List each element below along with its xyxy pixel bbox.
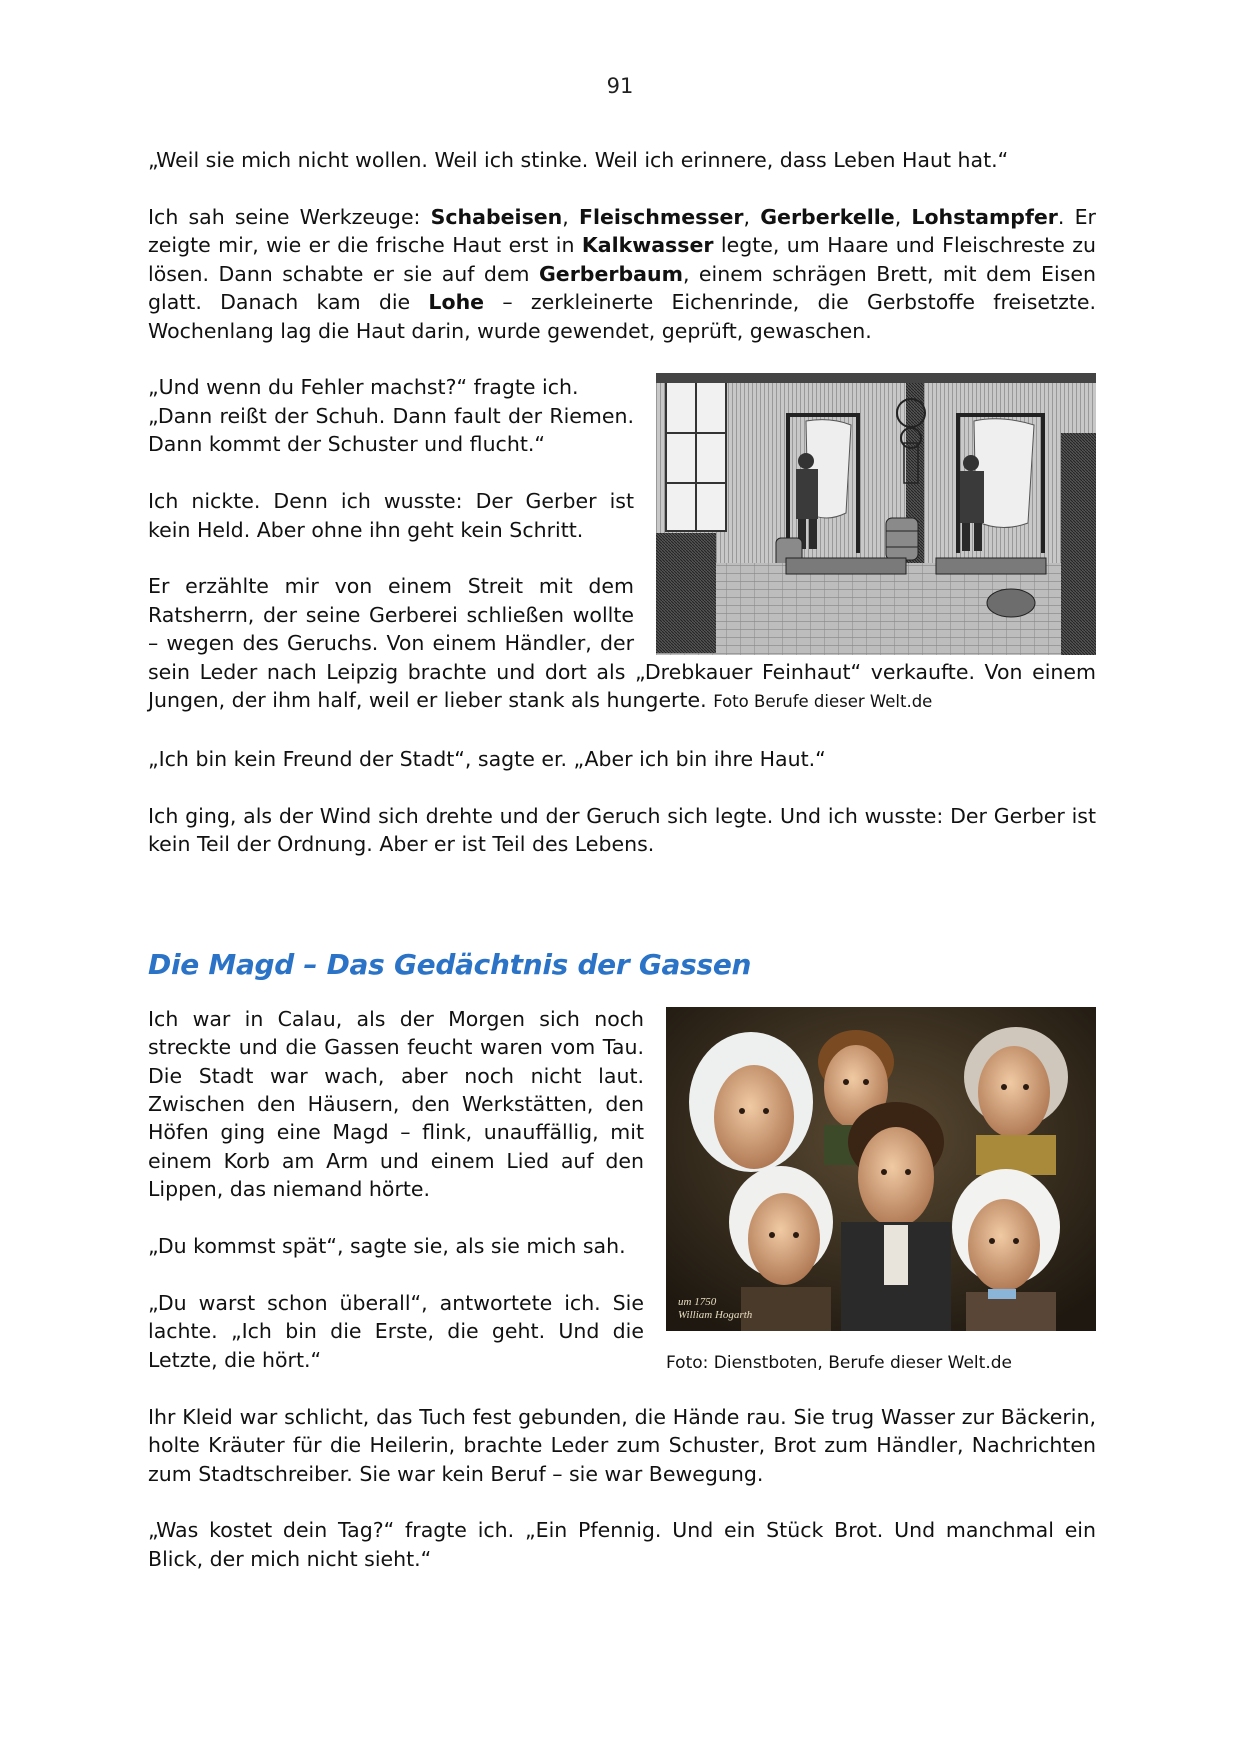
- term-schabeisen: Schabeisen: [430, 204, 563, 229]
- dialog-paragraph-a: „Und wenn du Fehler machst?“ fragte ich.: [148, 375, 579, 400]
- tannery-engraving-image: [656, 373, 1096, 655]
- tannery-engraving-figure: [656, 373, 1096, 655]
- everywhere-paragraph: „Du warst schon überall“, antwortete ich. Sie lachte. „Ich bin die Erste, die geht. Und die Letzte, die hört.“: [148, 1290, 644, 1372]
- term-kalkwasser: Kalkwasser: [581, 233, 714, 258]
- closing-paragraph: Ich ging, als der Wind sich drehte und der Geruch sich legte. Und ich wusste: Der Gerber ist kein Teil der Ordnung. Aber er ist Teil des Lebens.: [148, 803, 1096, 857]
- dialog-paragraph-b: „Dann reißt der Schuh. Dann fault der Riemen. Dann kommt der Schuster und flucht.“: [148, 403, 634, 457]
- photo-credit-tannery: Foto Berufe dieser Welt.de: [713, 692, 933, 712]
- nod-paragraph: Ich nickte. Denn ich wusste: Der Gerber ist kein Held. Aber ohne ihn geht kein Schritt.: [148, 489, 634, 542]
- painting-inscription-date: um 1750: [678, 1295, 717, 1308]
- dress-paragraph: Ihr Kleid war schlicht, das Tuch fest gebunden, die Hände rau. Sie trug Wasser zur Bäckerin, holte Kräuter für die Heilerin, brachte Leder zum Schuster, Brot zum Händler, Nachrichten zum Stadtschreiber. Sie war kein Beruf – sie war Bewegung.: [148, 1404, 1096, 1486]
- text-column: [148, 146, 1096, 1602]
- page-number: 91: [606, 74, 634, 98]
- section-heading-magd: Die Magd – Das Gedächtnis der Gassen: [148, 947, 752, 981]
- story-paragraph: Er erzählte mir von einem Streit mit dem Ratsherrn, der seine Gerberei schließen wollte – wegen des Geruchs. Von einem Händler, der sein Leder nach Leipzig brachte und dort als „Drebkauer Feinhaut“ verkaufte. Von einem Jungen, der ihm half, weil er lieber stank als hungerte. Foto Berufe dieser Welt.de: [148, 574, 1096, 713]
- term-lohe: Lohe: [428, 290, 485, 315]
- term-gerberbaum: Gerberbaum: [538, 261, 683, 286]
- servants-painting-figure: [666, 1007, 1096, 1377]
- cost-paragraph: „Was kostet dein Tag?“ fragte ich. „Ein Pfennig. Und ein Stück Brot. Und manchmal ein Blick, der mich nicht sieht.“: [148, 1518, 1096, 1571]
- quote-paragraph: „Weil sie mich nicht wollen. Weil ich stinke. Weil ich erinnere, dass Leben Haut hat.“: [148, 148, 1009, 172]
- magd-intro-paragraph: Ich war in Calau, als der Morgen sich noch streckte und die Gassen feucht waren vom Tau. Die Stadt war wach, aber noch nicht laut. Zwischen den Häusern, den Werkstätten, den Höfen ging eine Magd – flink, unauffällig, mit einem Korb am Arm und einem Lied auf den Lippen, das niemand hörte.: [148, 1006, 644, 1202]
- term-gerberkelle: Gerberkelle: [760, 204, 895, 229]
- term-fleischmesser: Fleischmesser: [578, 204, 744, 229]
- term-lohstampfer: Lohstampfer: [911, 204, 1058, 229]
- late-paragraph: „Du kommst spät“, sagte sie, als sie mich sah.: [148, 1234, 626, 1259]
- photo-caption-servants: Foto: Dienstboten, Berufe dieser Welt.de: [666, 1352, 1012, 1373]
- servants-painting-image: [666, 1007, 1096, 1331]
- tools-paragraph: Ich sah seine Werkzeuge: Schabeisen, Fleischmesser, Gerberkelle, Lohstampfer. Er zeigte mir, wie er die frische Haut erst in Kalkwasser legte, um Haare und Fleischreste zu lösen. Dann schabte er sie auf dem Gerberbaum, einem schrägen Brett, mit dem Eisen glatt. Danach kam die Lohe – zerkleinerte Eichenrinde, die Gerbstoffe freisetzte. Wochenlang lag die Haut darin, wurde gewendet, geprüft, gewaschen.: [148, 204, 1097, 343]
- skin-quote-paragraph: „Ich bin kein Freund der Stadt“, sagte er. „Aber ich bin ihre Haut.“: [148, 747, 826, 771]
- painting-inscription-artist: William Hogarth: [678, 1308, 753, 1321]
